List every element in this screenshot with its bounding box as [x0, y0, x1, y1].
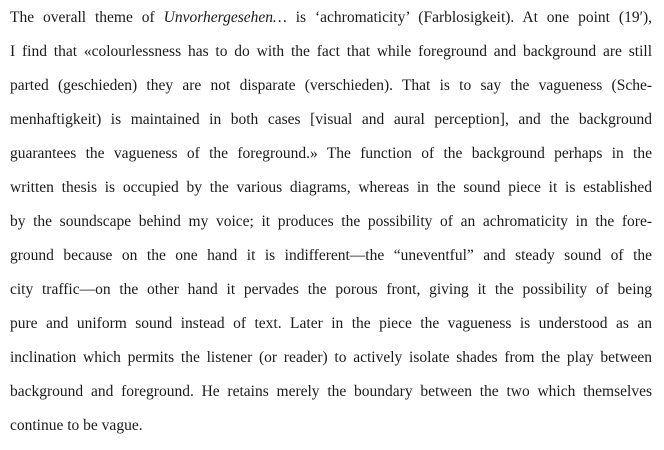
text-line-10-text: pure and uniform sound instead of text. Later in the piece the vagueness is understood as an: [10, 315, 652, 332]
text-line-13: [10, 416, 652, 436]
text-line-2-text: I find that «colourlessness has to do with the fact that while foreground and background are still: [10, 43, 652, 60]
text-line-12-text: background and foreground. He retains merely the boundary between the two which themselves: [10, 383, 652, 400]
text-line-8-text: ground because on the one hand it is indifferent—the “uneventful” and steady sound of the: [10, 247, 652, 264]
text-line-6-text: written thesis is occupied by the various diagrams, whereas in the sound piece it is established: [10, 179, 652, 196]
text-line-5-text: guarantees the vagueness of the foreground.» The function of the background perhaps in the: [10, 145, 652, 162]
text-line-10: [10, 314, 652, 334]
text-line-11-text: inclination which permits the listener (or reader) to actively isolate shades from the play between: [10, 349, 652, 366]
text-line-6: [10, 178, 652, 198]
text-line-11: [10, 348, 652, 368]
text-line-7: [10, 212, 652, 232]
text-line-3-text: parted (geschieden) they are not disparate (verschieden). That is to say the vagueness (Sche-: [10, 77, 652, 94]
text-line-13-text: continue to be vague.: [10, 417, 143, 434]
text-line-4: [10, 110, 652, 130]
text-line-9: [10, 280, 652, 300]
text-line-8: [10, 246, 652, 266]
text-line-5: [10, 144, 652, 164]
text-line-12: [10, 382, 652, 402]
text-line-1: [10, 8, 652, 28]
text-line-4-text: menhaftigkeit) is maintained in both cases [visual and aural perception], and the background: [10, 111, 652, 128]
text-line-1-start: The overall theme of: [10, 9, 164, 26]
text-line-9-text: city traffic—on the other hand it pervades the porous front, giving it the possibility of being: [10, 281, 652, 298]
italic-title: Unvorhergesehen…: [163, 9, 287, 26]
text-line-3: [10, 76, 652, 96]
text-line-2: [10, 42, 652, 62]
text-line-7-text: by the soundscape behind my voice; it produces the possibility of an achromaticity in the fore-: [10, 213, 652, 230]
text-line-1-end: is ‘achromaticity’ (Farblosigkeit). At one point (19′),: [286, 9, 653, 26]
